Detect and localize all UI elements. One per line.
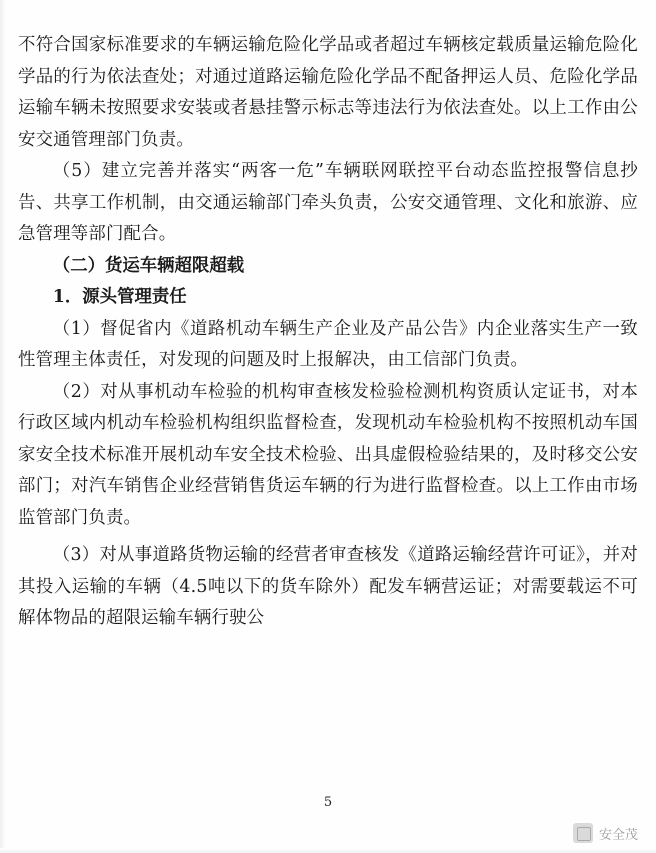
- section-heading-2: （二）货运车辆超限超载: [52, 255, 245, 276]
- page-number: 5: [323, 795, 333, 810]
- paragraph-item-5: （5）建立完善并落实“两客一危”车辆联网联控平台动态监控报警信息抄告、共享工作机制，由交通运输部门牵头负责，公安交通管理、文化和旅游、应急管理等部门配合。: [18, 161, 638, 244]
- watermark: [573, 823, 638, 843]
- paragraph-item-3: （3）对从事道路货物运输的经营者审查核发《道路运输经营许可证》，并对其投入运输的车辆（4.5吨以下的货车除外）配发车辆营运证；对需要载运不可解体物品的超限运输车辆行驶公: [18, 545, 638, 628]
- paragraph-item-2: （2）对从事机动车检验的机构审查核发检验检测机构资质认定证书，对本行政区域内机动车检验机构组织监督检查，发现机动车检验机构不按照机动车国家安全技术标准开展机动车安全技术检验、出具虚假检验结果的，及时移交公安部门；对汽车销售企业经营销售货运车辆的行为进行监督检查。以上工作由市场监管部门负责。: [18, 381, 638, 528]
- paragraph-item-1: （1）督促省内《道路机动车辆生产企业及产品公告》内企业落实生产一致性管理主体责任，对发现的问题及时上报解决，由工信部门负责。: [18, 318, 638, 370]
- app-logo-icon: [573, 823, 593, 843]
- subsection-heading-1: 1．源头管理责任: [52, 287, 187, 307]
- page-body: [18, 30, 638, 635]
- scan-edge-bottom: [0, 848, 656, 853]
- watermark-label: 安全茂: [598, 827, 638, 843]
- scan-edge-left: [0, 0, 6, 853]
- paragraph-continued: 不符合国家标准要求的车辆运输危险化学品或者超过车辆核定载质量运输危险化学品的行为依法查处；对通过道路运输危险化学品不配备押运人员、危险化学品运输车辆未按照要求安装或者悬挂警示标志等违法行为依法查处。以上工作由公安交通管理部门负责。: [18, 35, 638, 150]
